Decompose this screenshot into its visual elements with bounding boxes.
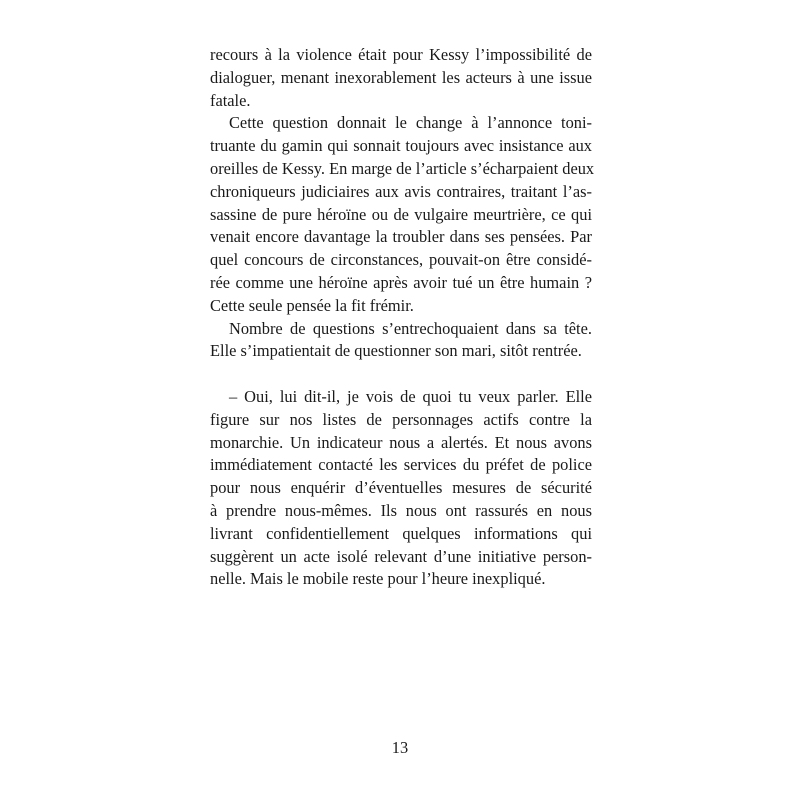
text-line: oreilles de Kessy. En marge de l’article s’écharpaient deux <box>210 158 595 178</box>
text-line: Nombre de questions s’entrechoquaient dans sa tête. <box>229 318 592 338</box>
text-line: Cette question donnait le change à l’annonce toni- <box>229 113 592 133</box>
text-line: monarchie. Un indicateur nous a alertés. Et nous avons <box>210 432 592 452</box>
text-line: Elle s’impatientait de questionner son mari, sitôt rentrée. <box>210 341 582 361</box>
text-line: chroniqueurs judiciaires aux avis contraires, traitant l’as- <box>210 181 592 201</box>
paragraph <box>210 386 592 591</box>
text-line: livrant confidentiellement quelques informations qui <box>210 523 592 543</box>
text-line: recours à la violence était pour Kessy l’impossibilité de <box>210 45 592 64</box>
text-line: nelle. Mais le mobile reste pour l’heure inexpliqué. <box>210 569 546 589</box>
text-line: immédiatement contacté les services du préfet de police <box>210 455 592 475</box>
section-break <box>210 363 592 386</box>
paragraph <box>210 318 592 364</box>
text-line: – Oui, lui dit-il, je vois de quoi tu veux parler. Elle <box>229 386 592 406</box>
text-line: dialoguer, menant inexorablement les acteurs à une issue <box>210 67 592 87</box>
text-line: truante du gamin qui sonnait toujours avec insistance aux <box>210 136 592 156</box>
text-line: Cette seule pensée la fit frémir. <box>210 295 414 315</box>
text-line: quel concours de circonstances, pouvait-on être considé- <box>210 250 592 270</box>
text-line: fatale. <box>210 90 251 110</box>
text-line: pour nous enquérir d’éventuelles mesures de sécurité <box>210 478 592 498</box>
body-text <box>210 44 595 591</box>
text-line: venait encore davantage la troubler dans ses pensées. Par <box>210 227 592 247</box>
paragraph <box>210 44 592 112</box>
page-number: 13 <box>391 738 409 757</box>
text-line: suggèrent un acte isolé relevant d’une initiative person- <box>210 546 592 566</box>
text-line: rée comme une héroïne après avoir tué un être humain ? <box>210 272 592 292</box>
text-line: à prendre nous-mêmes. Ils nous ont rassurés en nous <box>210 500 592 520</box>
text-line: figure sur nos listes de personnages actifs contre la <box>210 409 592 429</box>
paragraph <box>210 112 595 317</box>
text-line: sassine de pure héroïne ou de vulgaire meurtrière, ce qui <box>210 204 592 224</box>
